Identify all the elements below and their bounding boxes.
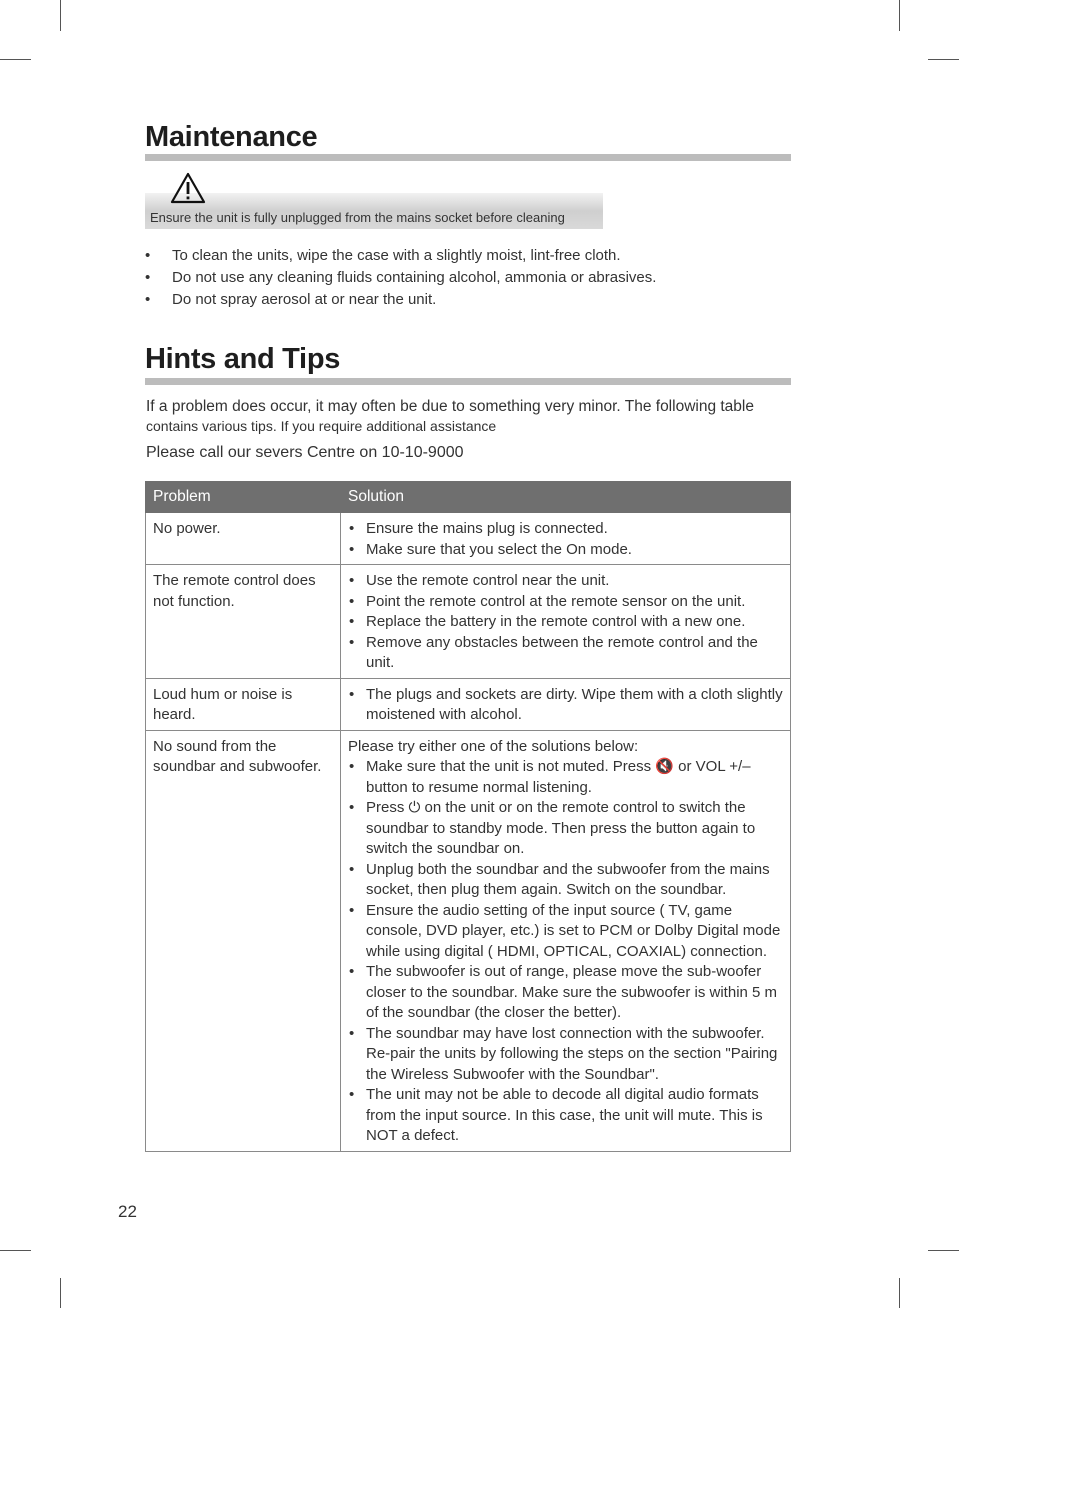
hints-title: Hints and Tips [145, 343, 341, 375]
maintenance-bullet-text: Do not use any cleaning fluids containing alcohol, ammonia or abrasives. [172, 269, 657, 286]
solution-column-header: Solution [341, 482, 791, 513]
solution-list [348, 519, 788, 560]
crop-mark-bottom-left-h [0, 1250, 31, 1251]
solution-item: • Ensure the audio setting of the input source ( TV, game console, DVD player, etc.) is set to PCM or Dolby Digital mode while using digital ( HDMI, OPTICAL, COAXIAL) connection. [348, 901, 788, 963]
crop-mark-top-left [60, 0, 61, 31]
table-row [146, 730, 791, 1151]
hints-title-rule [145, 378, 791, 385]
solution-item: • The soundbar may have lost connection with the subwoofer. Re-pair the units by following the steps on the section "Pairing the Wireless Subwoofer with the Soundbar". [348, 1024, 788, 1086]
list-item: • To clean the units, wipe the case with a slightly moist, lint-free cloth. [145, 247, 621, 264]
list-item: • Do not spray aerosol at or near the unit. [145, 291, 437, 308]
solution-cell [341, 730, 791, 1151]
solution-item: • The plugs and sockets are dirty. Wipe them with a cloth slightly moistened with alcohol. [348, 685, 788, 726]
maintenance-bullet-list [145, 245, 656, 311]
solution-item: • Point the remote control at the remote sensor on the unit. [348, 592, 788, 613]
warning-text: Ensure the unit is fully unplugged from the mains socket before cleaning [150, 210, 565, 225]
solution-item: • Unplug both the soundbar and the subwoofer from the mains socket, then plug them again. Switch on the soundbar. [348, 860, 788, 901]
crop-mark-top-left-h [0, 59, 31, 60]
table-row [146, 678, 791, 730]
list-item: • Do not use any cleaning fluids containing alcohol, ammonia or abrasives. [145, 269, 657, 286]
solution-item: • Replace the battery in the remote control with a new one. [348, 612, 788, 633]
solution-item: • The subwoofer is out of range, please move the sub-woofer closer to the soundbar. Make sure the subwoofer is within 5 m of the soundbar (the closer the better). [348, 962, 788, 1024]
hints-intro-line-1: If a problem does occur, it may often be due to something very minor. The following table [146, 398, 754, 415]
solution-list [348, 757, 788, 1147]
crop-mark-top-right [899, 0, 900, 31]
problem-cell: Loud hum or noise is heard. [146, 678, 341, 730]
problem-cell: The remote control does not function. [146, 565, 341, 679]
maintenance-title-rule [145, 154, 791, 161]
solution-item: • Make sure that you select the On mode. [348, 540, 788, 561]
solution-item: • The unit may not be able to decode all digital audio formats from the input source. In this case, the unit will mute. This is NOT a defect. [348, 1085, 788, 1147]
maintenance-bullet-text: Do not spray aerosol at or near the unit. [172, 291, 437, 308]
page-number: 22 [118, 1202, 137, 1221]
solution-intro: Please try either one of the solutions below: [348, 737, 639, 755]
problem-cell: No sound from the soundbar and subwoofer. [146, 730, 341, 1151]
table-row [146, 565, 791, 679]
troubleshooting-table [145, 481, 791, 1152]
crop-mark-bottom-right-h [928, 1250, 959, 1251]
solution-item: • Make sure that the unit is not muted. Press 🔇 or VOL +/– button to resume normal listening. [348, 757, 788, 798]
solution-cell [341, 513, 791, 565]
solution-item: • Press ⏻ on the unit or on the remote control to switch the soundbar to standby mode. Then press the button again to switch the soundbar on. [348, 798, 788, 860]
crop-mark-top-right-h [928, 59, 959, 60]
table-row [146, 513, 791, 565]
crop-mark-bottom-right [899, 1278, 900, 1308]
solution-cell [341, 565, 791, 679]
solution-item: • Ensure the mains plug is connected. [348, 519, 788, 540]
problem-cell: No power. [146, 513, 341, 565]
maintenance-title: Maintenance [145, 121, 318, 153]
maintenance-bullet-text: To clean the units, wipe the case with a slightly moist, lint-free cloth. [172, 247, 621, 264]
solution-cell [341, 678, 791, 730]
service-call-line: Please call our severs Centre on 10-10-9000 [146, 444, 464, 461]
hints-intro-line-2: contains various tips. If you require additional assistance [146, 418, 497, 434]
problem-column-header: Problem [146, 482, 341, 513]
solution-list [348, 571, 788, 674]
warning-triangle-icon [170, 171, 206, 205]
crop-mark-bottom-left [60, 1278, 61, 1308]
solution-list [348, 685, 788, 726]
solution-item: • Use the remote control near the unit. [348, 571, 788, 592]
table-header-row [146, 482, 791, 513]
solution-item: • Remove any obstacles between the remote control and the unit. [348, 633, 788, 674]
